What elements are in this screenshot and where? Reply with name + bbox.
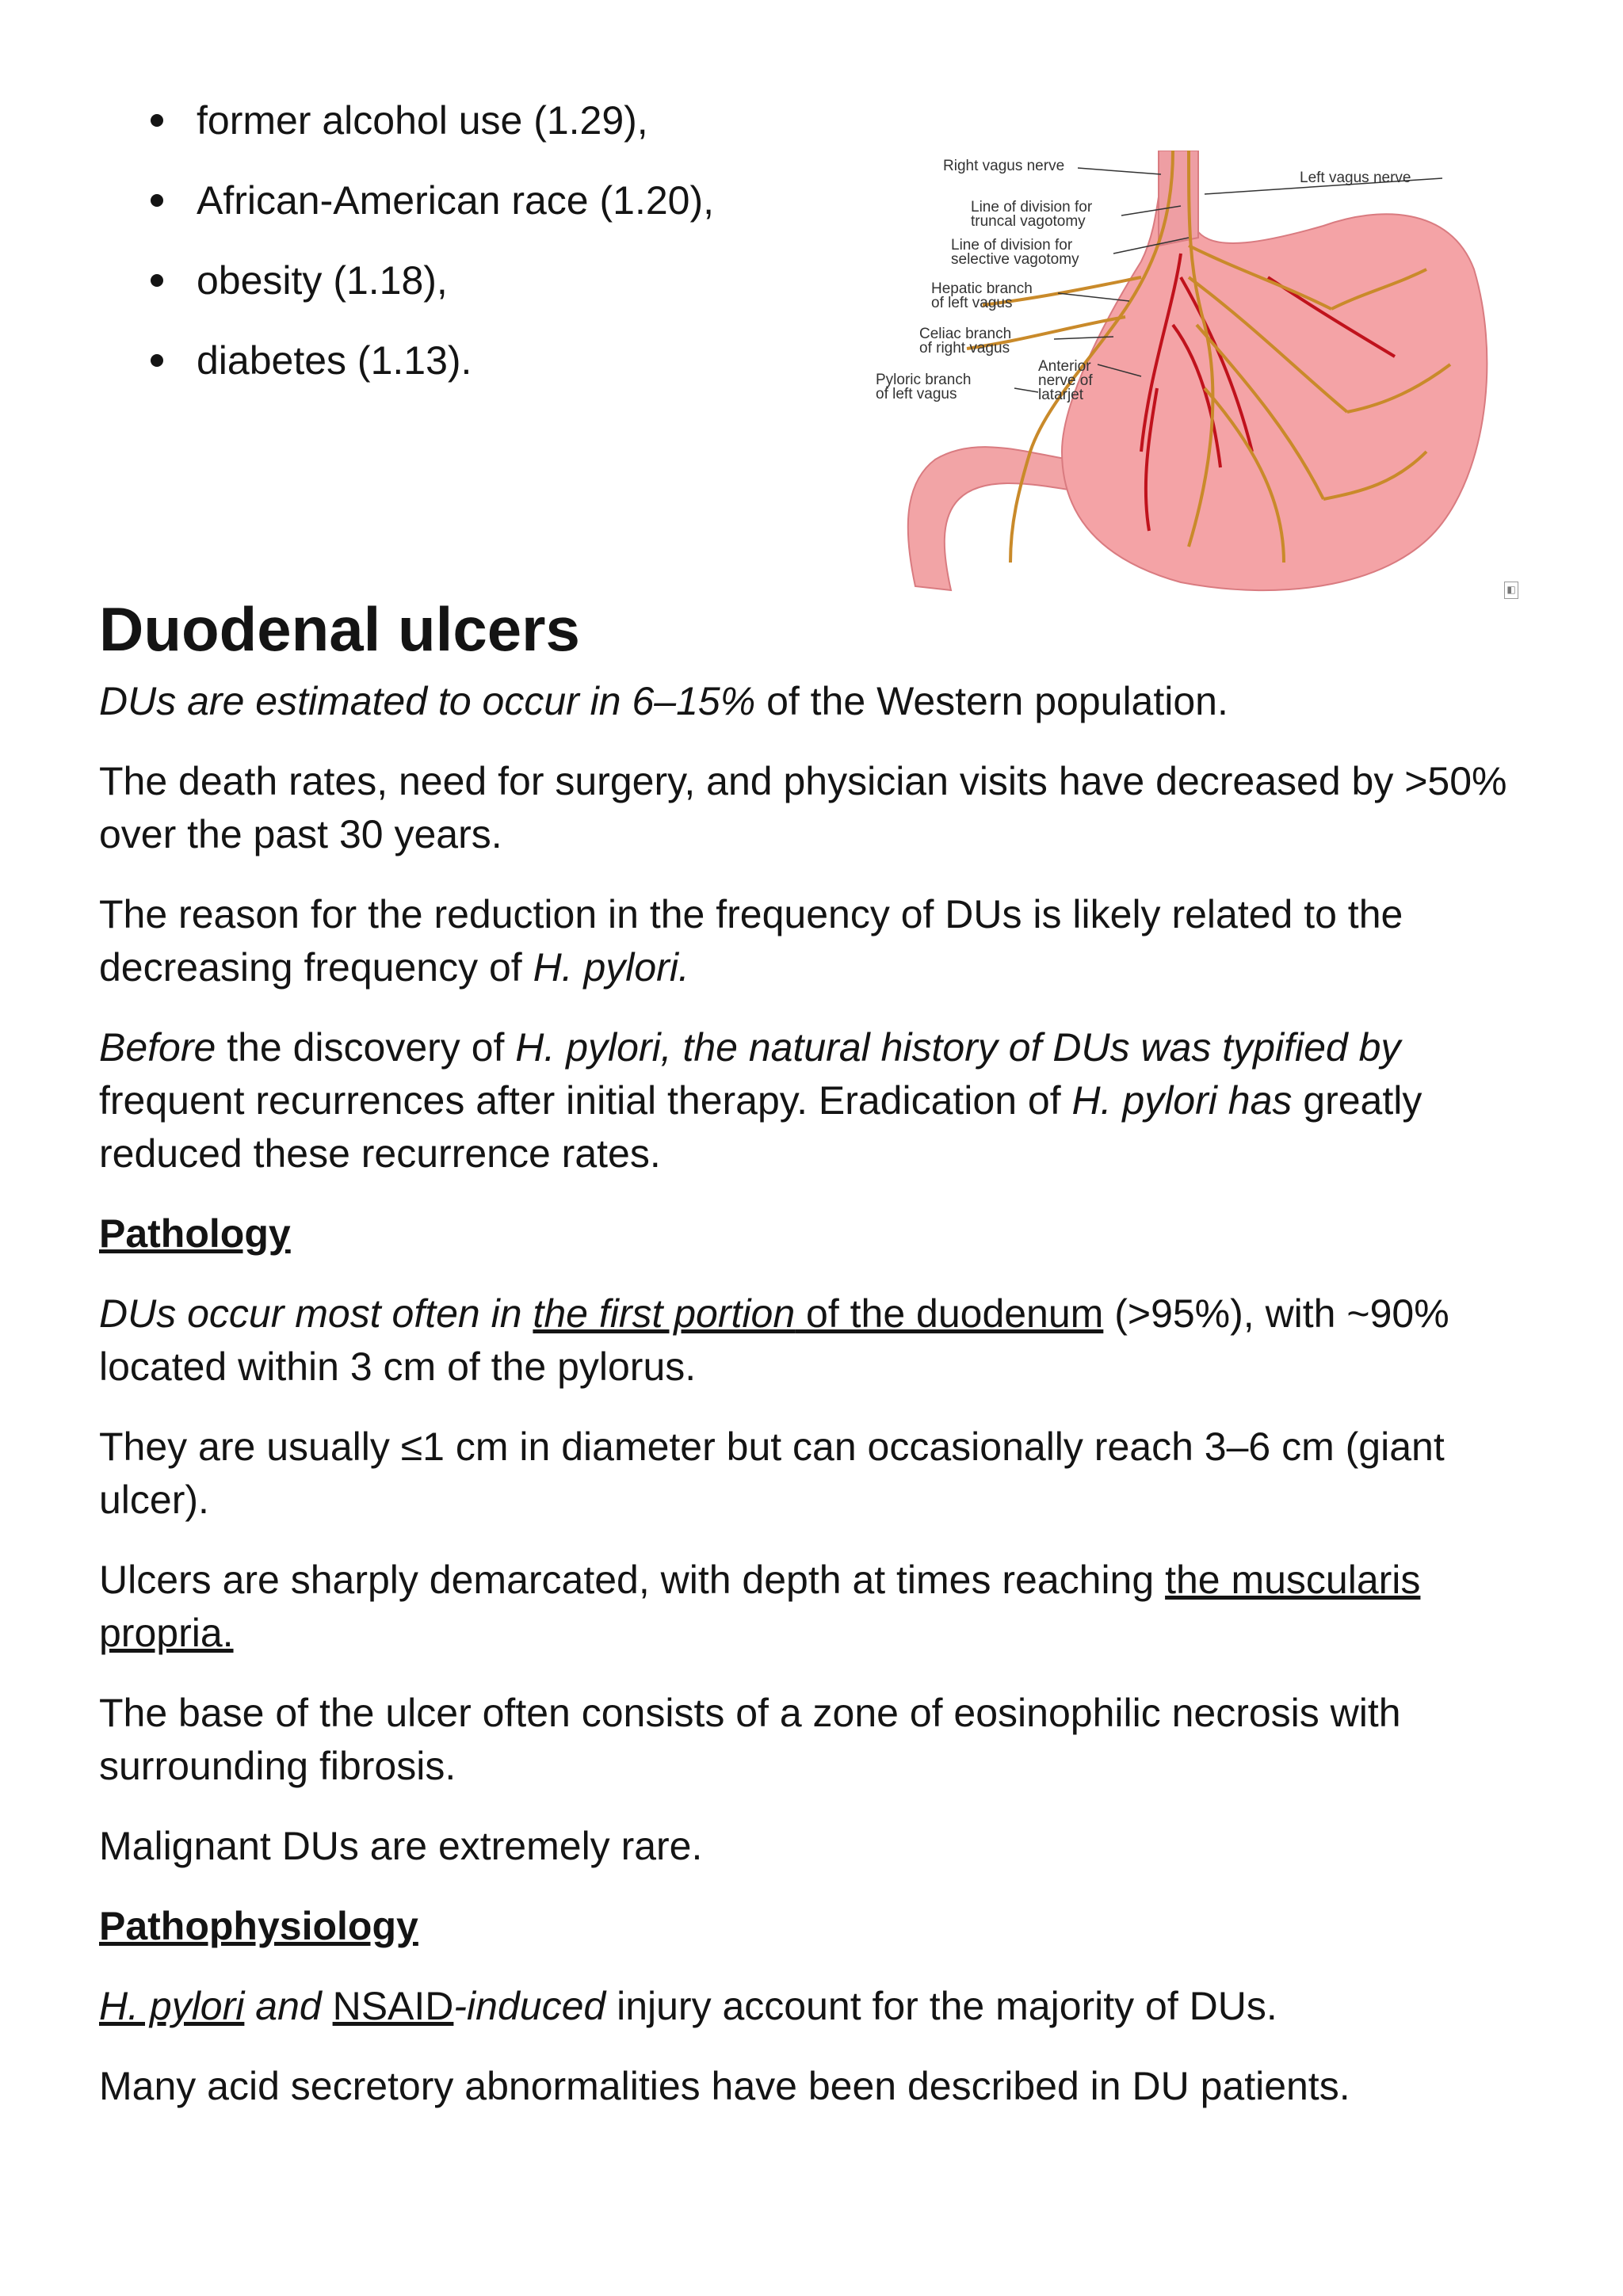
list-item (147, 337, 714, 417)
paragraph: Many acid secretory abnormalities have been described in DU patients. (99, 2064, 1350, 2108)
pathology-heading: Pathology (99, 1211, 291, 1256)
label-right-vagus: Right vagus nerve (943, 158, 1065, 174)
bullet-icon (151, 274, 163, 287)
paragraph: DUs occur most often in the first portion of the duodenum (>95%), with ~90% located within 3 cm of the pylorus. (99, 1291, 1449, 1389)
esophagus-shape (1159, 151, 1198, 246)
paragraph: Ulcers are sharply demarcated, with depth at times reaching the muscularis propria. (99, 1558, 1421, 1655)
label-selective-2: selective vagotomy (951, 251, 1079, 268)
label-truncal-2: truncal vagotomy (971, 213, 1086, 230)
paragraph: Malignant DUs are extremely rare. (99, 1824, 703, 1868)
paragraph: The base of the ulcer often consists of a zone of eosinophilic necrosis with surrounding fibrosis. (99, 1691, 1401, 1788)
bullet-icon (151, 194, 163, 207)
label-truncal-1: Line of division for (971, 199, 1093, 215)
label-hepatic-2: of left vagus (931, 295, 1013, 311)
bullet-icon (151, 354, 163, 367)
label-celiac-2: of right vagus (919, 340, 1010, 357)
stomach-vagus-nerve-illustration (840, 151, 1490, 594)
list-item (147, 177, 714, 257)
label-anterior-3: latarjet (1038, 387, 1084, 403)
list-item-text: diabetes (1.13). (197, 338, 472, 383)
list-item (147, 257, 714, 337)
list-item (147, 97, 714, 177)
paragraph: They are usually ≤1 cm in diameter but can occasionally reach 3–6 cm (giant ulcer). (99, 1425, 1445, 1522)
list-item-text: former alcohol use (1.29), (197, 98, 648, 143)
list-item-text: African-American race (1.20), (197, 178, 715, 223)
risk-factor-list (147, 97, 714, 417)
section-title: Duodenal ulcers (99, 594, 580, 664)
duodenum-shape (908, 447, 1078, 590)
label-anterior-2: nerve of (1038, 372, 1093, 389)
label-selective-1: Line of division for (951, 237, 1073, 254)
label-hepatic-1: Hepatic branch (931, 280, 1033, 297)
pathophysiology-heading: Pathophysiology (99, 1904, 418, 1948)
paragraph: H. pylori and NSAID-induced injury account for the majority of DUs. (99, 1984, 1277, 2028)
paragraph: The death rates, need for surgery, and physician visits have decreased by >50% over the past 30 years. (99, 759, 1507, 856)
paragraph: The reason for the reduction in the frequency of DUs is likely related to the decreasing frequency of H. pylori. (99, 892, 1403, 990)
label-anterior-1: Anterior (1038, 358, 1091, 375)
duodenal-ulcers-section (99, 589, 1526, 2140)
label-left-vagus: Left vagus nerve (1300, 170, 1411, 186)
label-pyloric-2: of left vagus (876, 386, 957, 402)
bullet-icon (151, 114, 163, 127)
paragraph: Before the discovery of H. pylori, the natural history of DUs was typified by frequent recurrences after initial therapy. Eradication of H. pylori has greatly reduced these recurrence rates. (99, 1025, 1423, 1176)
stomach-shape (1062, 158, 1487, 590)
label-celiac-1: Celiac branch (919, 326, 1012, 342)
label-pyloric-1: Pyloric branch (876, 372, 972, 388)
list-item-text: obesity (1.18), (197, 258, 448, 303)
paragraph: DUs are estimated to occur in 6–15% of the Western population. (99, 679, 1228, 723)
image-placeholder-icon: ◧ (1504, 582, 1518, 599)
